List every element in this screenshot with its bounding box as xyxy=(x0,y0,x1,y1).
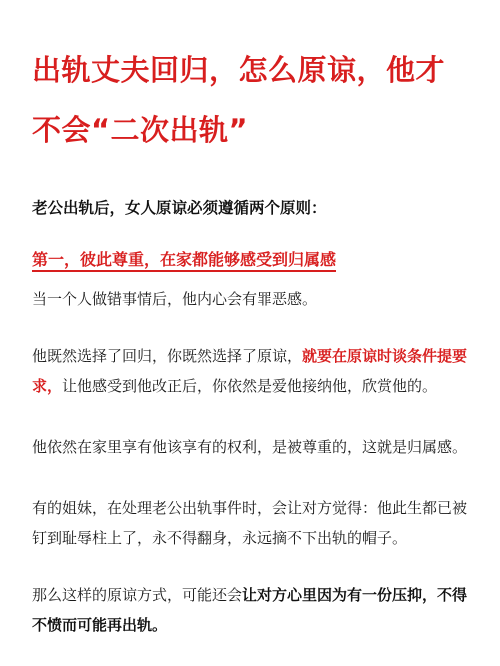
paragraph-1: 当一个人做错事情后，他内心会有罪恶感。 xyxy=(32,290,318,308)
paragraph-2 xyxy=(32,341,468,401)
paragraph-5-lead: 那么这样的原谅方式，可能还会 xyxy=(32,586,243,604)
paragraph-4: 有的姐妹，在处理老公出轨事件时，会让对方觉得：他此生都已被钉到耻辱柱上了，永不得翻身，永远摘不下出轨的帽子。 xyxy=(32,499,468,547)
article-title: 出轨丈夫回归，怎么原谅，他才不会“二次出轨” xyxy=(32,53,446,147)
paragraph-3: 他依然在家里享有他该享有的权利，是被尊重的，这就是归属感。 xyxy=(32,438,468,456)
paragraph-2-highlight: 就要在原谅时谈条件提要求， xyxy=(32,347,468,395)
paragraph-2-lead: 他既然选择了回归，你既然选择了原谅， xyxy=(32,347,303,365)
section-heading-text: 第一，彼此尊重，在家都能够感受到归属感 xyxy=(32,250,336,272)
section-heading xyxy=(32,246,468,274)
paragraph-5 xyxy=(32,580,468,640)
paragraph-5-emphasis: 让对方心里因为有一份压抑，不得不愤而可能再出轨。 xyxy=(32,586,468,634)
paragraph-2-tail: 让他感受到他改正后，你依然是爱他接纳他，欣赏他的。 xyxy=(62,377,438,395)
intro-text: 老公出轨后，女人原谅必须遵循两个原则： xyxy=(32,199,327,217)
